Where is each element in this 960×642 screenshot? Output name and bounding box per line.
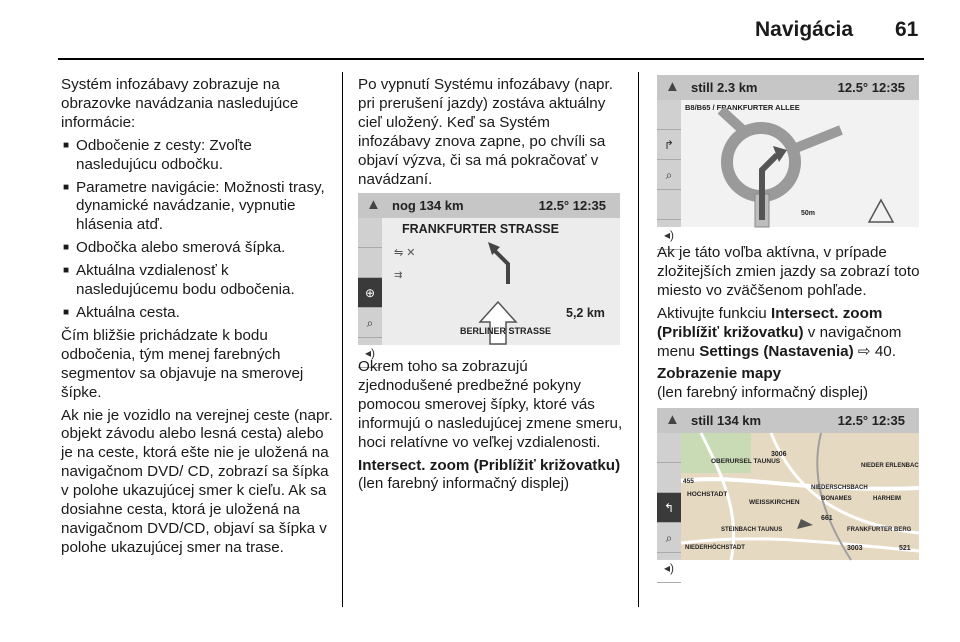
current-road-label: BERLINER STRASSE xyxy=(460,326,552,336)
direction-arrow-icon: ▲ xyxy=(366,196,381,213)
list-item: ■ Parametre navigácie: Možnosti trasy, dynamické navádzanie, vypnutie hlásenia atď. xyxy=(61,179,333,236)
page-reference: ⇨ 40. xyxy=(853,342,896,360)
map-label: HOCHSTADT xyxy=(687,491,728,498)
zoom-icon: ⌕ xyxy=(657,523,681,553)
sidebar-blank xyxy=(358,218,382,248)
temp-time-readout: 12.5° 12:35 xyxy=(837,80,905,95)
sidebar-blank xyxy=(657,463,681,493)
globe-icon: ⊕ xyxy=(358,278,382,308)
distance-readout: still 2.3 km xyxy=(691,80,758,95)
direction-arrow-icon: ▲ xyxy=(665,411,680,428)
map-label: 661 xyxy=(821,515,833,522)
info-list xyxy=(61,137,333,323)
distance-readout: nog 134 km xyxy=(392,198,464,213)
map-label: NIEDERHÖCHSTADT xyxy=(685,545,745,551)
road-label: B8/B65 / FRANKFURTER ALLEE xyxy=(685,103,800,112)
map-label: FRANKFURTER BERG xyxy=(847,527,912,533)
list-item: ■ Aktuálna vzdialenosť k nasledujúcemu bodu odbočenia. xyxy=(61,262,333,300)
next-street-label: FRANKFURTER STRASSE xyxy=(402,222,559,236)
heading-note: (len farebný informačný displej) xyxy=(358,475,570,493)
status-bar xyxy=(358,193,620,218)
page-header-title: Navigácia xyxy=(755,18,854,41)
remaining-distance: 5,2 km xyxy=(566,306,605,320)
map-label: OBERURSEL TAUNUS xyxy=(711,458,781,465)
turn-icon: ↰ xyxy=(657,493,681,523)
temp-time-readout: 12.5° 12:35 xyxy=(837,413,905,428)
column-2 xyxy=(358,76,626,193)
speaker-icon: ◂) xyxy=(358,338,382,368)
paragraph xyxy=(657,305,922,362)
map-label: STEINBACH TAUNUS xyxy=(721,527,783,533)
zoom-icon: ⌕ xyxy=(657,160,681,190)
map-label: NIEDERSCHSBACH xyxy=(811,485,868,491)
map-label: WEISSKIRCHEN xyxy=(749,499,800,506)
column-3 xyxy=(657,244,922,403)
text-run: v navigačnom menu xyxy=(657,323,902,360)
text-run: Aktivujte funkciu xyxy=(657,304,771,322)
guidance-screen xyxy=(358,193,620,360)
column-divider-2 xyxy=(638,72,639,607)
temp-time-readout: 12.5° 12:35 xyxy=(538,198,606,213)
page-number: 61 xyxy=(895,18,919,41)
status-bar xyxy=(657,408,919,433)
turn-icon: ↱ xyxy=(657,130,681,160)
speaker-icon: ◂) xyxy=(657,220,681,250)
zoom-icon: ⌕ xyxy=(358,308,382,338)
screen-sidebar xyxy=(657,100,681,242)
distance-readout: still 134 km xyxy=(691,413,762,428)
route-type-icon: ⇉ xyxy=(394,270,403,281)
map-screen xyxy=(657,408,919,575)
status-bar xyxy=(657,75,919,100)
blank-button xyxy=(358,248,382,278)
heading-note: (len farebný informačný displej) xyxy=(657,384,869,402)
intersection-zoom-screen xyxy=(657,75,919,242)
paragraph: Po vypnutí Systému infozábavy (napr. pri prerušení jazdy) zostáva aktuálny cieľ uložený. Keď sa Systém infozábavy znova zapne, po chvíli sa objaví výzva, či sa má pokračovať v navádzaní. xyxy=(358,76,613,188)
menu-option-name: Intersect. zoom (Priblížiť križovatku) xyxy=(657,304,883,341)
map-label: 3003 xyxy=(847,545,863,552)
roundabout-graphic xyxy=(681,100,919,227)
screen-sidebar xyxy=(657,433,681,575)
route-options-icon: ⇋ ✕ xyxy=(394,247,416,259)
scale-label: 50m xyxy=(801,210,816,217)
map-label: BONAMES xyxy=(821,496,852,502)
guidance-content xyxy=(382,218,620,345)
sidebar-blank xyxy=(657,433,681,463)
sidebar-blank xyxy=(657,190,681,220)
intro-paragraph: Systém infozábavy zobrazuje na obrazovke navádzania nasledujúce informácie: xyxy=(61,76,299,131)
direction-arrow-icon: ▲ xyxy=(665,78,680,95)
header-rule xyxy=(58,58,924,60)
zoom-content xyxy=(681,100,919,227)
speaker-icon: ◂) xyxy=(657,553,681,583)
map-label: HARHEIM xyxy=(873,496,901,502)
map-label: NIEDER ERLENBAC xyxy=(861,463,919,469)
column-divider-1 xyxy=(342,72,343,607)
paragraph: Okrem toho sa zobrazujú zjednodušené predbežné pokyny pomocou smerovej šípky, ktoré vás informujú o nasledujúcej zmene smeru, hoci relatívne vo veľkej vzdialenosti. xyxy=(358,358,623,451)
menu-name: Settings (Nastavenia) xyxy=(699,342,854,360)
section-heading: Intersect. zoom (Priblížiť križovatku) xyxy=(358,456,621,474)
list-item: ■ Aktuálna cesta. xyxy=(61,304,333,323)
column-2-lower xyxy=(358,358,626,494)
list-item: ■ Odbočenie z cesty: Zvoľte nasledujúcu odbočku. xyxy=(61,137,333,175)
column-1 xyxy=(61,76,333,562)
list-item: ■ Odbočka alebo smerová šípka. xyxy=(61,239,333,258)
map-label: 3006 xyxy=(771,451,787,458)
map-content xyxy=(681,433,919,560)
paragraph: Ak je táto voľba aktívna, v prípade zložitejších zmien jazdy sa zobrazí toto miesto vo zväčšenom pohľade. xyxy=(657,244,920,299)
paragraph: Ak nie je vozidlo na verejnej ceste (napr. objekt závodu alebo lesná cesta) alebo je na ceste, ktorá ešte nie je uložená na navigačnom DVD/ CD, zobrazí sa šípka v polohe ukazujúcej smer k cieľu. Ak sa dosiahne cesta, ktorá je uložená na navigačnom DVD/CD, objaví sa šípka v polohe ukazujúcej smer na trase. xyxy=(61,406,333,556)
map-label: 455 xyxy=(683,478,694,485)
section-heading: Zobrazenie mapy xyxy=(657,365,782,383)
map-label: 521 xyxy=(899,545,911,552)
screen-sidebar xyxy=(358,218,382,360)
paragraph: Čím bližšie prichádzate k bodu odbočenia, tým menej farebných segmentov sa objavuje na smerovej šípke. xyxy=(61,326,304,401)
sidebar-blank xyxy=(657,100,681,130)
